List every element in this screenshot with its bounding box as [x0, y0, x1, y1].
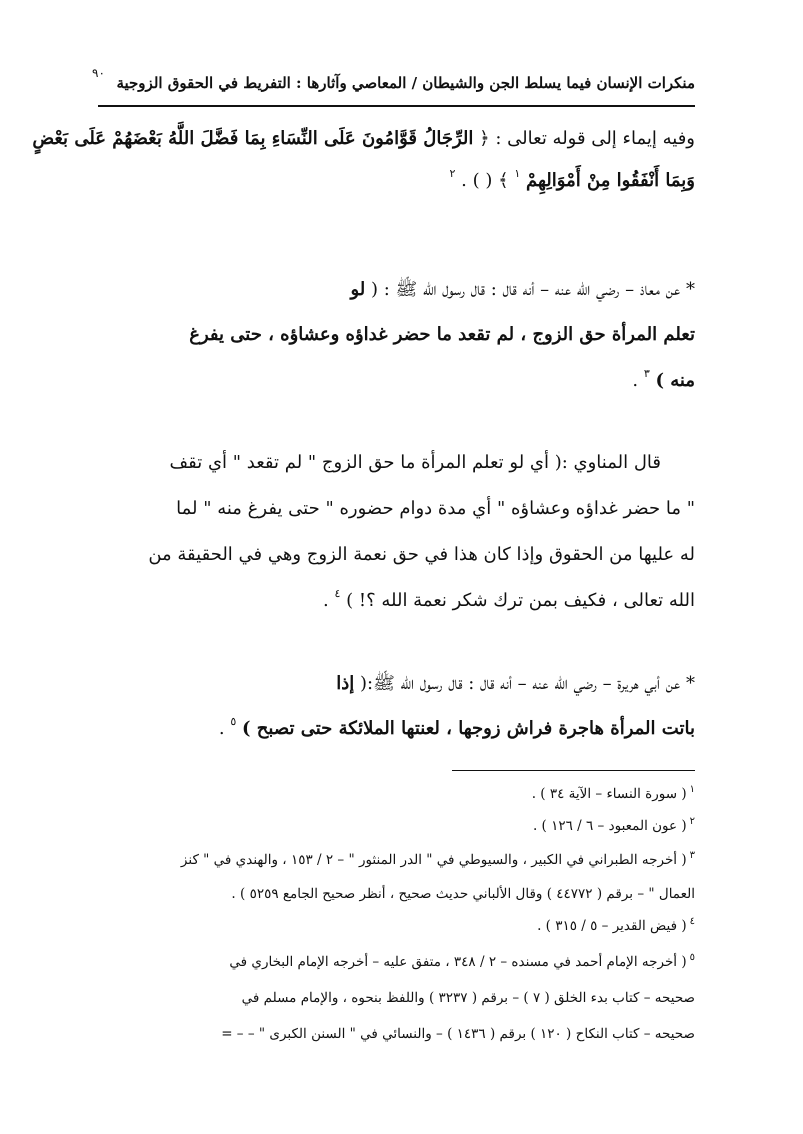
paragraph-hadith-abu-hurayra — [110, 672, 695, 752]
quran-verse-text: وَبِمَا أَنْفَقُوا مِنْ أَمْوَالِهِمْ — [526, 170, 695, 191]
commentary-line: الله تعالى ، فكيف بمن ترك شكر نعمة الله ؟! ) — [346, 590, 695, 611]
footnote-text: ( سورة النساء – الآية ٣٤ ) . — [531, 786, 687, 802]
hadith-text: منه ) — [655, 370, 695, 391]
footnote-text: ( أخرجه الإمام أحمد في مسنده – ٢ / ٣٤٨ ، متفق عليه – أخرجه الإمام البخاري في — [229, 954, 687, 970]
hadith-text: لو — [350, 279, 366, 300]
footnote-number: ١ — [689, 784, 695, 795]
paragraph-quran-verse — [32, 128, 695, 198]
paragraph-line — [110, 672, 695, 698]
footnote — [108, 918, 695, 934]
footnote-continuation: صحيحه – كتاب النكاح ( ١٢٠ ) برقم ( ١٤٣٦ ) – والنسائي في " السنن الكبرى " – – = — [221, 1026, 695, 1042]
footnote-number: ٤ — [689, 916, 695, 927]
footnote-number: ٢ — [689, 816, 695, 827]
paragraph-munawi — [110, 452, 695, 622]
verse-end: ﴾ ( ) . — [461, 170, 509, 191]
paragraph-line — [110, 587, 695, 611]
footnote — [108, 954, 695, 970]
footnote-ref: ١ — [514, 167, 521, 180]
hadith-text: باتت المرأة هاجرة فراش زوجها ، لعنتها الملائكة حتى تصبح ) — [242, 718, 695, 739]
header-title: منكرات الإنسان فيما يسلط الجن والشيطان / المعاصي وآثارها : التفريط في الحقوق الزوجية — [116, 74, 695, 92]
commentary-line: له عليها من الحقوق وإذا كان هذا في حق نعمة الزوج وهي في الحقيقة من — [148, 544, 695, 565]
paragraph-line — [110, 715, 695, 739]
footnote-continuation: العمال " – برقم ( ٤٤٧٧٢ ) وقال الألباني حديث صحيح ، أنظر صحيح الجامع ٥٢٥٩ ) . — [231, 886, 695, 902]
intro-text: وفيه إيماء إلى قوله تعالى : ﴿ — [479, 128, 695, 149]
narration-text: * عن أبي هريرة – رضي الله عنه – أنه قال : قال رسول الله ﷺ:( — [359, 673, 695, 694]
header-rule — [98, 105, 695, 107]
footnote-continuation: صحيحه – كتاب بدء الخلق ( ٧ ) – برقم ( ٣٢٣٧ ) واللفظ بنحوه ، والإمام مسلم في — [241, 990, 695, 1006]
paragraph-hadith-muadh — [110, 278, 695, 408]
running-header — [92, 64, 695, 102]
footnote-text: ( فيض القدير – ٥ / ٣١٥ ) . — [537, 918, 687, 934]
footnote — [108, 786, 695, 802]
period: . — [322, 590, 329, 611]
footnote-number: ٥ — [689, 952, 695, 963]
hadith-text: تعلم المرأة حق الزوج ، لم تقعد ما حضر غداؤه وعشاؤه ، حتى يفرغ — [189, 324, 695, 345]
commentary-line: قال المناوي :( أي لو تعلم المرأة ما حق الزوج " لم تقعد " أي تقف — [169, 452, 661, 473]
hadith-text: إذا — [336, 673, 355, 694]
quran-verse-text: الرِّجَالُ قَوَّامُونَ عَلَى النِّسَاءِ بِمَا فَضَّلَ اللَّهُ بَعْضَهُمْ عَلَى بَعْضٍ — [32, 128, 474, 149]
footnote-ref: ٢ — [449, 167, 456, 180]
footnote-number: ٣ — [689, 850, 695, 861]
footnote-ref: ٣ — [643, 367, 650, 380]
period: . — [632, 370, 639, 391]
commentary-line: " ما حضر غداؤه وعشاؤه " أي مدة دوام حضوره " حتى يفرغ منه " لما — [176, 498, 695, 519]
footnote-ref: ٤ — [334, 587, 341, 600]
paragraph-line — [110, 367, 695, 391]
narration-text: * عن معاذ – رضي الله عنه – أنه قال : قال رسول الله ﷺ : ( — [371, 279, 695, 300]
footnote — [108, 852, 695, 868]
footnote-text: ( أخرجه الطبراني في الكبير ، والسيوطي في " الدر المنثور " – ٢ / ١٥٣ ، والهندي في " كنز — [180, 852, 687, 868]
paragraph-line — [110, 167, 695, 191]
period: . — [218, 718, 225, 739]
page-number: ٩٠ — [92, 66, 105, 80]
footnote-text: ( عون المعبود – ٦ / ١٢٦ ) . — [532, 818, 687, 834]
paragraph-line — [32, 128, 695, 149]
footnote-ref: ٥ — [230, 715, 237, 728]
footnote-separator — [452, 770, 695, 771]
paragraph-line — [110, 278, 695, 304]
footnote — [108, 818, 695, 834]
